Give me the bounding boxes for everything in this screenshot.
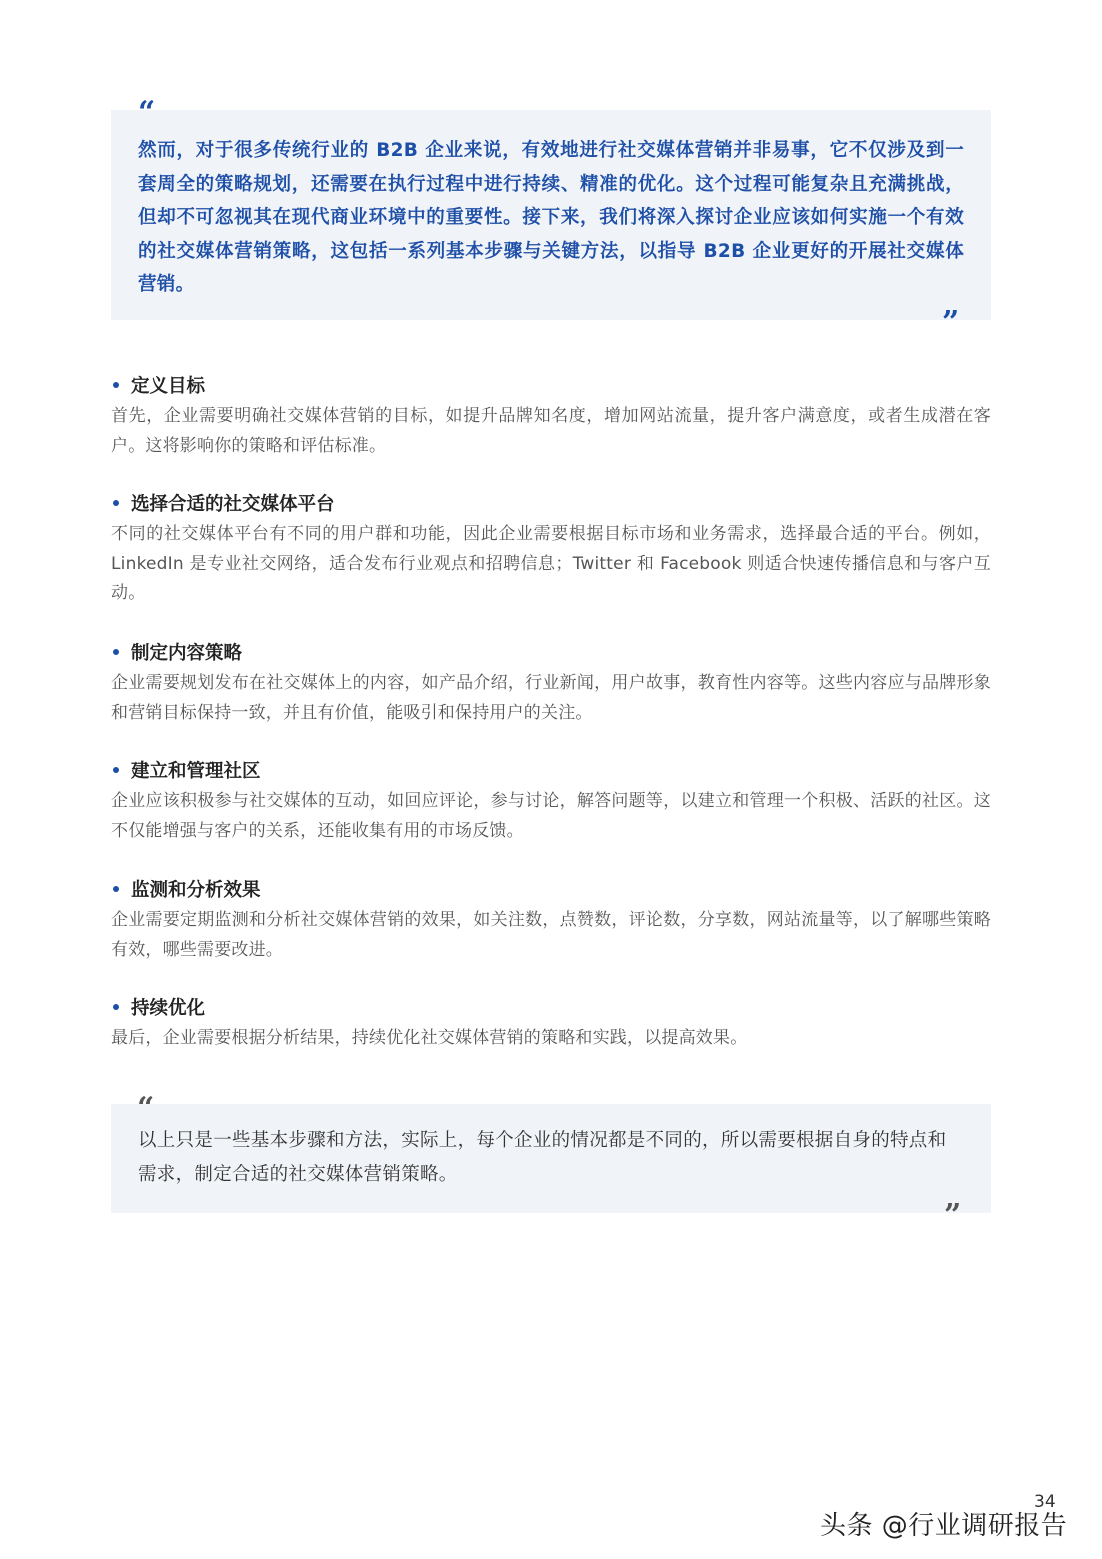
section-body: 首先，企业需要明确社交媒体营销的目标，如提升品牌知名度，增加网站流量，提升客户满意度，或者生成潜在客户。这将影响你的策略和评估标准。 xyxy=(111,406,991,456)
section-community xyxy=(111,755,991,846)
closing-quote-box xyxy=(111,1104,991,1213)
bullet-icon xyxy=(113,500,119,506)
bullet-icon xyxy=(113,767,119,773)
section-choose-platform xyxy=(111,488,991,609)
close-quote-icon: ” xyxy=(942,305,960,340)
intro-quote-box xyxy=(111,110,991,320)
bullet-icon xyxy=(113,886,119,892)
section-content-strategy xyxy=(111,637,991,728)
page-number: 34 xyxy=(1034,1492,1056,1512)
watermark: 头条 @行业调研报告 xyxy=(820,1511,1068,1541)
section-body: 不同的社交媒体平台有不同的用户群和功能，因此企业需要根据目标市场和业务需求，选择最合适的平台。例如，LinkedIn 是专业社交网络，适合发布行业观点和招聘信息；Twitter 和 Facebook 则适合快速传播信息和与客户互动。 xyxy=(111,524,991,603)
bullet-icon xyxy=(113,649,119,655)
section-optimize xyxy=(111,992,991,1054)
closing-quote-text: 以上只是一些基本步骤和方法，实际上，每个企业的情况都是不同的，所以需要根据自身的特点和需求，制定合适的社交媒体营销策略。 xyxy=(138,1130,947,1185)
close-quote-icon: ” xyxy=(944,1198,962,1233)
section-body: 企业需要定期监测和分析社交媒体营销的效果，如关注数，点赞数，评论数，分享数，网站流量等，以了解哪些策略有效，哪些需要改进。 xyxy=(111,910,991,960)
section-title: 制定内容策略 xyxy=(131,643,243,664)
section-title: 持续优化 xyxy=(131,998,206,1019)
section-title: 监测和分析效果 xyxy=(131,880,261,901)
section-monitor-analyze xyxy=(111,874,991,965)
section-title: 选择合适的社交媒体平台 xyxy=(131,494,335,515)
bullet-icon xyxy=(113,1004,119,1010)
section-body: 企业应该积极参与社交媒体的互动，如回应评论，参与讨论，解答问题等，以建立和管理一个积极、活跃的社区。这不仅能增强与客户的关系，还能收集有用的市场反馈。 xyxy=(111,791,991,841)
bullet-icon xyxy=(113,382,119,388)
section-title: 建立和管理社区 xyxy=(131,761,261,782)
section-body: 最后，企业需要根据分析结果，持续优化社交媒体营销的策略和实践，以提高效果。 xyxy=(111,1028,748,1048)
intro-quote-text: 然而，对于很多传统行业的 B2B 企业来说，有效地进行社交媒体营销并非易事，它不仅涉及到一套周全的策略规划，还需要在执行过程中进行持续、精准的优化。这个过程可能复杂且充满挑战，但却不可忽视其在现代商业环境中的重要性。接下来，我们将深入探讨企业应该如何实施一个有效的社交媒体营销策略，这包括一系列基本步骤与关键方法，以指导 B2B 企业更好的开展社交媒体营销。 xyxy=(138,140,964,295)
section-title: 定义目标 xyxy=(131,376,206,397)
section-define-goals xyxy=(111,370,991,461)
section-body: 企业需要规划发布在社交媒体上的内容，如产品介绍，行业新闻，用户故事，教育性内容等。这些内容应与品牌形象和营销目标保持一致，并且有价值，能吸引和保持用户的关注。 xyxy=(111,673,991,723)
